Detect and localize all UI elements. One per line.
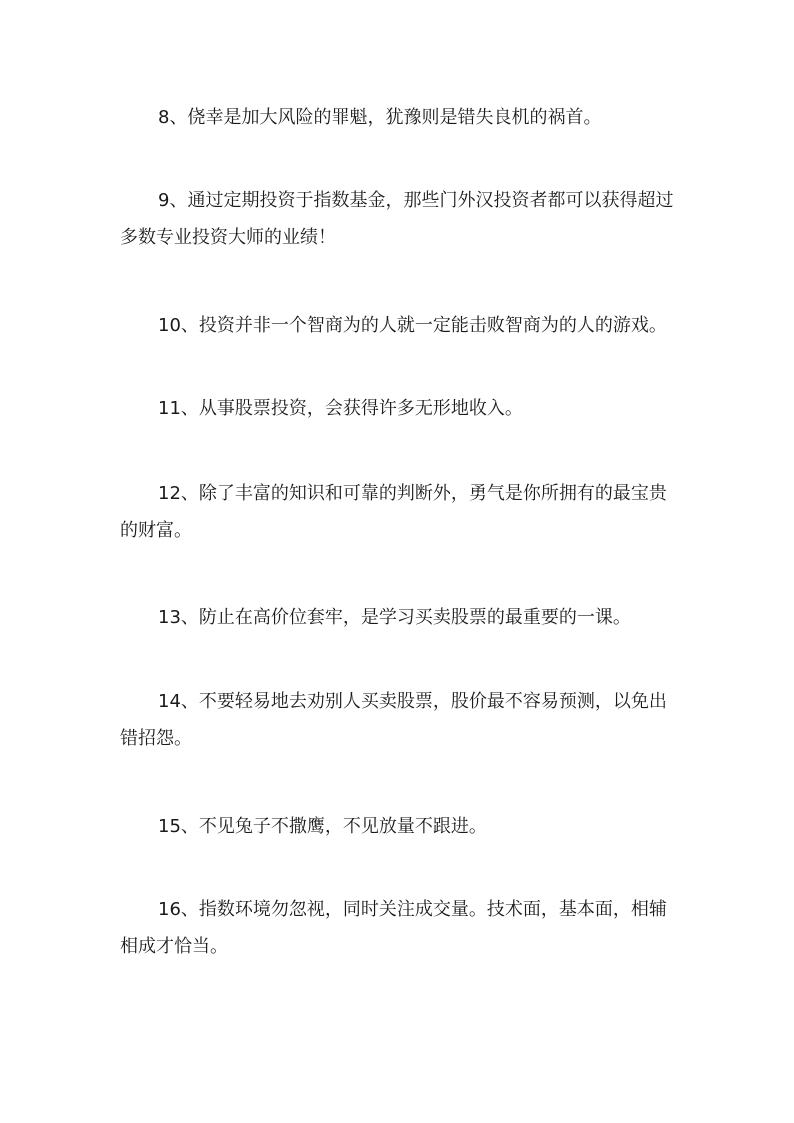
list-item-11: 11、从事股票投资，会获得许多无形地收入。	[158, 398, 523, 419]
list-item-10: 10、投资并非一个智商为的人就一定能击败智商为的人的游戏。	[158, 315, 667, 336]
list-item-8: 8、侥幸是加大风险的罪魁，犹豫则是错失良机的祸首。	[158, 107, 602, 128]
list-item-15: 15、不见兔子不撒鹰，不见放量不跟进。	[158, 816, 487, 837]
list-item-9: 9、通过定期投资于指数基金，那些门外汉投资者都可以获得超过多数专业投资大师的业绩！	[120, 190, 674, 248]
list-item-12: 12、除了丰富的知识和可靠的判断外，勇气是你所拥有的最宝贵的财富。	[120, 483, 667, 541]
list-item-14: 14、不要轻易地去劝别人买卖股票，股价最不容易预测，以免出错招怨。	[120, 691, 667, 749]
list-item-13: 13、防止在高价位套牢，是学习买卖股票的最重要的一课。	[158, 607, 631, 628]
list-item-16: 16、指数环境勿忽视，同时关注成交量。技术面，基本面，相辅相成才恰当。	[120, 899, 667, 957]
